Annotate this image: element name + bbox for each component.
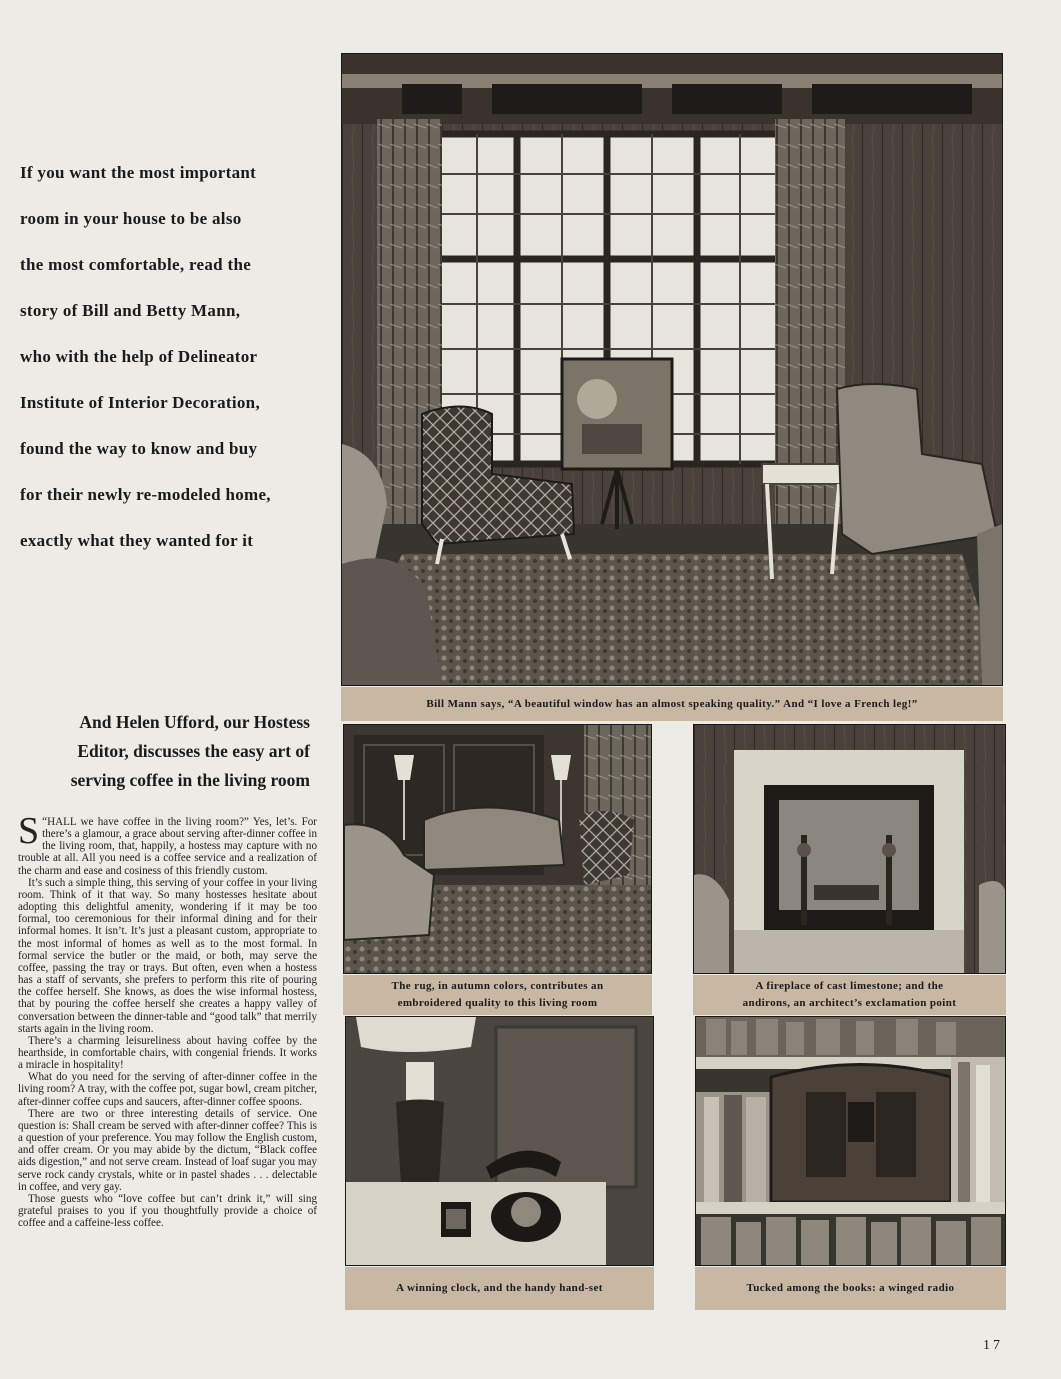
article-body: [18, 810, 317, 1230]
caption-text: A winning clock, and the handy hand-set: [396, 1282, 603, 1294]
clock-telephone-illustration: [346, 1017, 653, 1265]
living-room-photo: [341, 53, 1003, 686]
article-paragraph: There are two or three interesting details of service. One question is: Shall cream be served with after-dinner coffee? This is a question of your preference. You may follow the English custom, and offer cream. Or you may abide by the dictum, “Black coffee aids digestion,” and not serve cream. Instead of loaf sugar you may serve rock candy crystals, white or in pastel shades . . . delectable in coffee, and very gay.: [18, 1107, 317, 1193]
intro-line: the most comfortable, read the: [20, 255, 252, 274]
rug-caption: [343, 975, 652, 1015]
subhead-line: serving coffee in the living room: [70, 770, 310, 790]
fireplace-photo: [693, 724, 1006, 974]
fireplace-illustration: [694, 725, 1005, 973]
sofa-photo: [343, 724, 652, 974]
drop-cap: S: [18, 810, 40, 852]
caption-text: Bill Mann says, “A beautiful window has an almost speaking quality.” And “I love a French leg!”: [426, 697, 918, 710]
article-paragraph: S “HALL we have coffee in the living room?” Yes, let’s. For there’s a glamour, a grace about serving after-dinner coffee in the living room, that, happily, a hostess may capture with no trouble at all. All you need is a coffee service and a realization of the charm and ease and cosiness of this friendly custom.: [18, 810, 317, 877]
intro-line: room in your house to be also: [20, 209, 242, 228]
intro-line: If you want the most important: [20, 163, 257, 182]
radio-books-photo: [695, 1016, 1006, 1266]
article-paragraph: What do you need for the serving of after-dinner coffee in the living room? A tray, with the coffee pot, sugar bowl, cream pitcher, after-dinner coffee cups and saucers, after-dinner coffee spoons.: [18, 1071, 317, 1108]
fireplace-caption: [693, 975, 1006, 1015]
intro-line: exactly what they wanted for it: [20, 531, 254, 550]
article-paragraph: There’s a charming leisureliness about having coffee by the hearthside, in comfortable chairs, with congenial friends. It works a miracle in hospitality!: [18, 1034, 317, 1072]
caption-text: A fireplace of cast limestone; and the: [755, 980, 944, 992]
article-subhead: [20, 708, 310, 795]
intro-line: who with the help of Delineator: [20, 347, 258, 366]
caption-text: embroidered quality to this living room: [397, 997, 598, 1009]
intro-heading: [20, 150, 310, 564]
clock-telephone-photo: [345, 1016, 654, 1266]
intro-line: found the way to know and buy: [20, 439, 258, 458]
radio-books-illustration: [696, 1017, 1005, 1265]
page-number: 17: [983, 1338, 1003, 1353]
living-room-illustration: [342, 54, 1002, 685]
article-paragraph: It’s such a simple thing, this serving of your coffee in your living room. Think of it that way. So many hostesses hesitate about adopting this delightful amenity, wondering if it may be too formal, too ceremonious for their informal dining and for their informal homes. It isn’t. It’s just a pleasant custom, appropriate to the most informal of homes as well as to the most formal. In formal service the butler or the maid, or both, may serve the coffee, passing the tray or trays. But often, even when a hostess has a staff of servants, she prefers to perform this rite of pouring the coffee herself. She knows, as does the wise informal hostess, that by pouring the coffee herself she creates a happy valley of conversation between the dinner-table and “good talk” that merrily starts again in the living room.: [18, 876, 317, 1035]
intro-line: story of Bill and Betty Mann,: [20, 301, 241, 320]
caption-text: andirons, an architect’s exclamation point: [742, 997, 957, 1009]
intro-line: Institute of Interior Decoration,: [20, 393, 260, 412]
intro-line: for their newly re-modeled home,: [20, 485, 271, 504]
article-paragraph: Those guests who “love coffee but can’t drink it,” will sing grateful praises to you if you thoughtfully provide a choice of coffee and a caffeine-less coffee.: [18, 1192, 317, 1230]
caption-text: The rug, in autumn colors, contributes an: [391, 980, 604, 992]
main-photo-caption: [341, 687, 1003, 721]
clock-caption: [345, 1267, 654, 1310]
sofa-illustration: [344, 725, 651, 973]
caption-text: Tucked among the books: a winged radio: [746, 1282, 955, 1294]
subhead-line: And Helen Ufford, our Hostess: [79, 712, 310, 732]
subhead-line: Editor, discusses the easy art of: [77, 741, 310, 761]
radio-caption: [695, 1267, 1006, 1310]
